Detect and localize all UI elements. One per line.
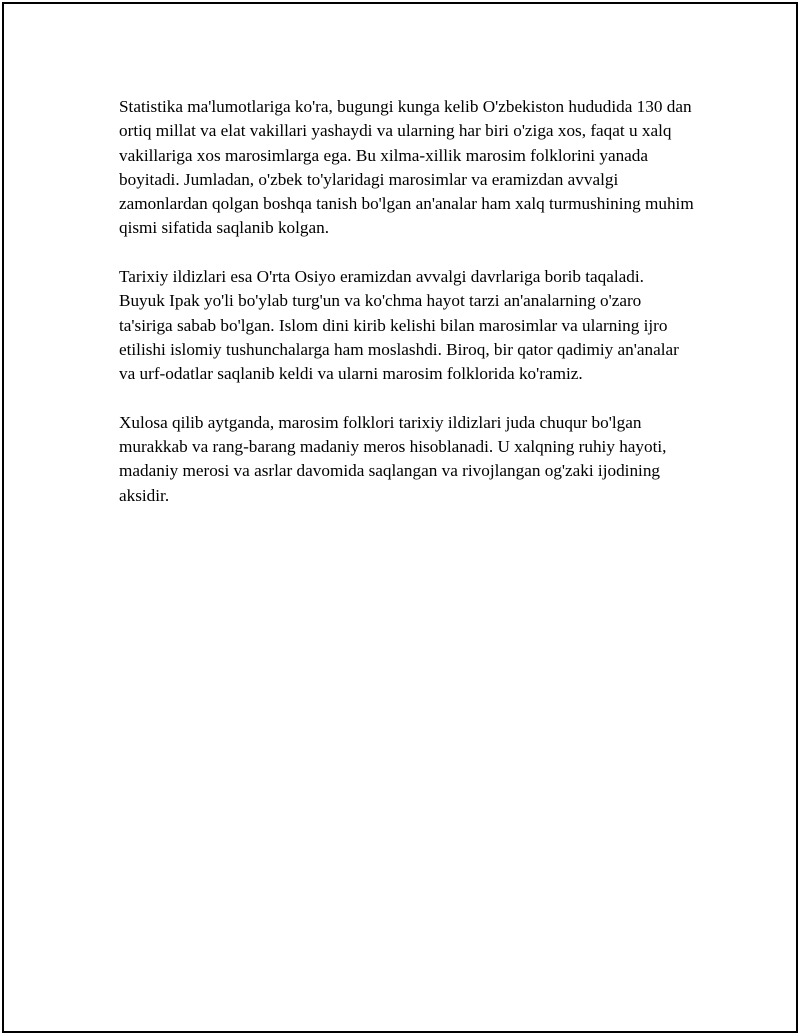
paragraph-conclusion: Xulosa qilib aytganda, marosim folklori tarixiy ildizlari juda chuqur bo'lgan murakkab va rang-barang madaniy meros hisoblanadi. U xalqning ruhiy hayoti, madaniy merosi va asrlar davomida saqlangan va rivojlangan og'zaki ijodining aksidir. (119, 412, 667, 505)
document-page (2, 2, 798, 1033)
document-body (119, 95, 694, 532)
paragraph-historical-roots: Tarixiy ildizlari esa O'rta Osiyo eramizdan avvalgi davrlariga borib taqaladi. Buyuk Ipak yo'li bo'ylab turg'un va ko'chma hayot tarzi an'analarning o'zaro ta'siriga sabab bo'lgan. Islom dini kirib kelishi bilan marosimlar va ularning ijro etilishi islomiy tushunchalarga ham moslashdi. Biroq, bir qator qadimiy an'analar va urf-odatlar saqlanib keldi va ularni marosim folklorida ko'ramiz. (119, 267, 679, 384)
paragraph-statistics: Statistika ma'lumotlariga ko'ra, bugungi kunga kelib O'zbekiston hududida 130 dan ortiq millat va elat vakillari yashaydi va ularning har biri o'ziga xos, faqat u xalq vakillariga xos marosimlarga ega. Bu xilma-xillik marosim folklorini yanada boyitadi. Jumladan, o'zbek to'ylaridagi marosimlar va eramizdan avvalgi zamonlardan qolgan boshqa tanish bo'lgan an'analar ham xalq turmushining muhim qismi sifatida saqlanib kolgan. (119, 97, 694, 238)
